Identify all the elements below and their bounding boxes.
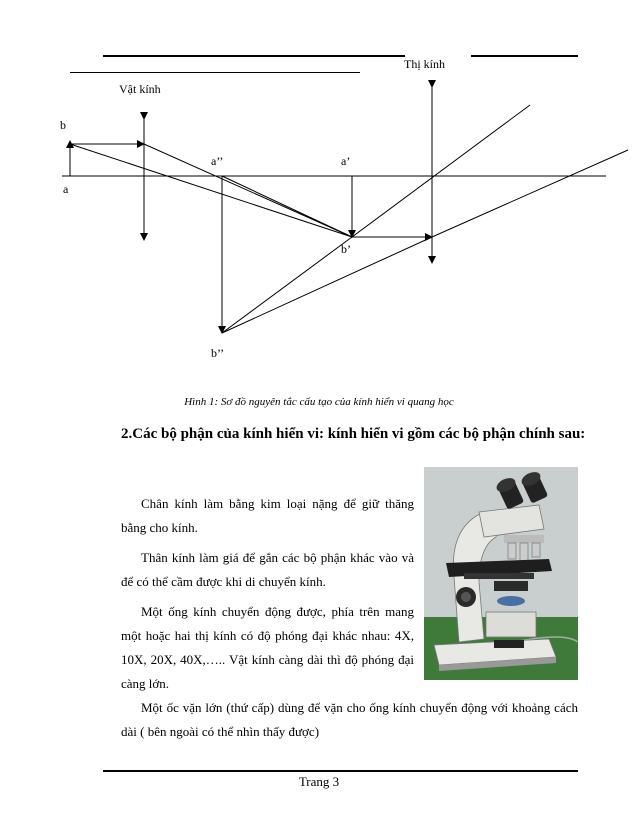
label-b: b (60, 118, 66, 132)
label-thi-kinh: Thị kính (404, 57, 445, 71)
ray-virtual-2 (222, 237, 432, 333)
section-heading: 2.Các bộ phận của kính hiển vi: kính hiển vi gồm các bộ phận chính sau: (121, 426, 586, 442)
ray-construction (222, 176, 352, 237)
page-number: Trang 3 (298, 774, 340, 789)
microscope-ray-diagram (0, 0, 638, 390)
label-a-double: a’’ (211, 154, 224, 168)
label-a-prime: a’ (341, 154, 351, 168)
footer-rule (103, 770, 578, 772)
ray-objective-refracted (144, 144, 352, 237)
paragraph-2: Thân kính làm giá để gắn các bộ phận khác vào và để có thể cầm được khi di chuyển kính. (121, 550, 414, 589)
paragraph-3: Một ống kính chuyển động được, phía trên mang một hoặc hai thị kính có độ phóng đại khác nhau: 4X, 10X, 20X, 40X,….. Vật kính càng dài thì độ phóng đại càng lớn. (121, 604, 414, 691)
ray-eyepiece-out-1 (352, 105, 530, 237)
paragraph-4: Một ốc vặn lớn (thứ cấp) dùng để vặn cho ống kính chuyển động với khoảng cách dài ( bên ngoài có thể nhìn thấy được) (121, 700, 578, 739)
ray-virtual-1 (222, 237, 352, 333)
label-b-prime: b’ (341, 242, 351, 256)
microscope-photo (424, 467, 578, 680)
figure-caption: Hình 1: Sơ đồ nguyên tắc cấu tạo của kính hiển vi quang học (184, 396, 454, 408)
ray-eyepiece-out-2 (432, 150, 628, 237)
label-a: a (63, 182, 69, 196)
label-b-double: b’’ (211, 346, 225, 360)
label-vat-kinh: Vật kính (119, 82, 161, 96)
paragraph-1: Chân kính làm bằng kim loại nặng để giữ thăng bằng cho kính. (121, 496, 414, 535)
